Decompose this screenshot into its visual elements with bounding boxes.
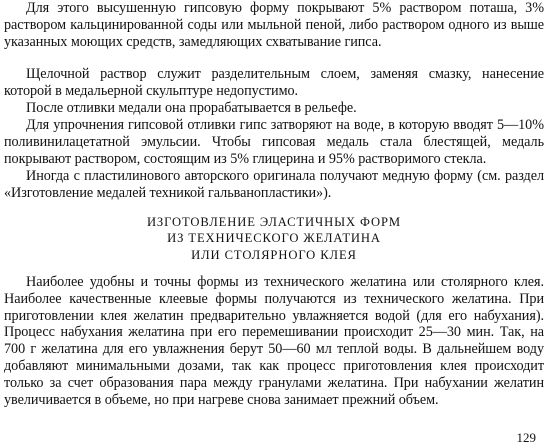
paragraph-potash-coating: Для этого высушенную гипсовую форму покрывают 5% раствором поташа, 3% раствором кальцинированной соды или мыльной пеной, либо раствором одного из выше указанных моющих средств, замедляющих схватывание гипса.	[4, 0, 544, 50]
section-heading-line-3: ИЛИ СТОЛЯРНОГО КЛЕЯ	[191, 247, 357, 262]
paragraph-alkaline-solution: Щелочной раствор служит разделительным слоем, заменяя смазку, нанесение которой в медальерной скульптуре недопустимо.	[4, 66, 544, 99]
section-heading	[0, 214, 548, 263]
paragraph-copper-form: Иногда с пластилинового авторского оригинала получают медную форму (см. раздел «Изготовление медалей техникой гальванопластики»).	[4, 168, 544, 201]
page-number: 129	[516, 430, 536, 445]
paragraph-plaster-strengthening: Для упрочнения гипсовой отливки гипс затворяют на воде, в которую вводят 5—10% поливинилацетатной эмульсии. Чтобы гипсовая медаль стала блестящей, медаль покрывают раствором, состоящим из 5% глицерина и 95% растворимого стекла.	[4, 117, 544, 167]
section-heading-line-2: ИЗ ТЕХНИЧЕСКОГО ЖЕЛАТИНА	[167, 231, 381, 246]
paragraph-gelatin-forms: Наиболее удобны и точны формы из технического желатина или столярного клея. Наиболее качественные клеевые формы получаются из технического желатина. При приготовлении клея желатин предварительно увлажняется водой (для его набухания). Процесс набухания желатина при его перемешивании происходит 25—30 мин. Так, на 700 г желатина для его увлажнения берут 50—60 мл теплой воды. В дальнейшем воду добавляют минимальными дозами, так как процесс приготовления клея происходит только за счет образования пара между гранулами желатина. При набухании желатин увеличивается в объеме, но при нагреве снова занимает прежний объем.	[4, 274, 544, 408]
section-heading-line-1: ИЗГОТОВЛЕНИЕ ЭЛАСТИЧНЫХ ФОРМ	[146, 215, 402, 229]
paragraph-relief-working: После отливки медали она прорабатывается в рельефе.	[26, 100, 357, 116]
